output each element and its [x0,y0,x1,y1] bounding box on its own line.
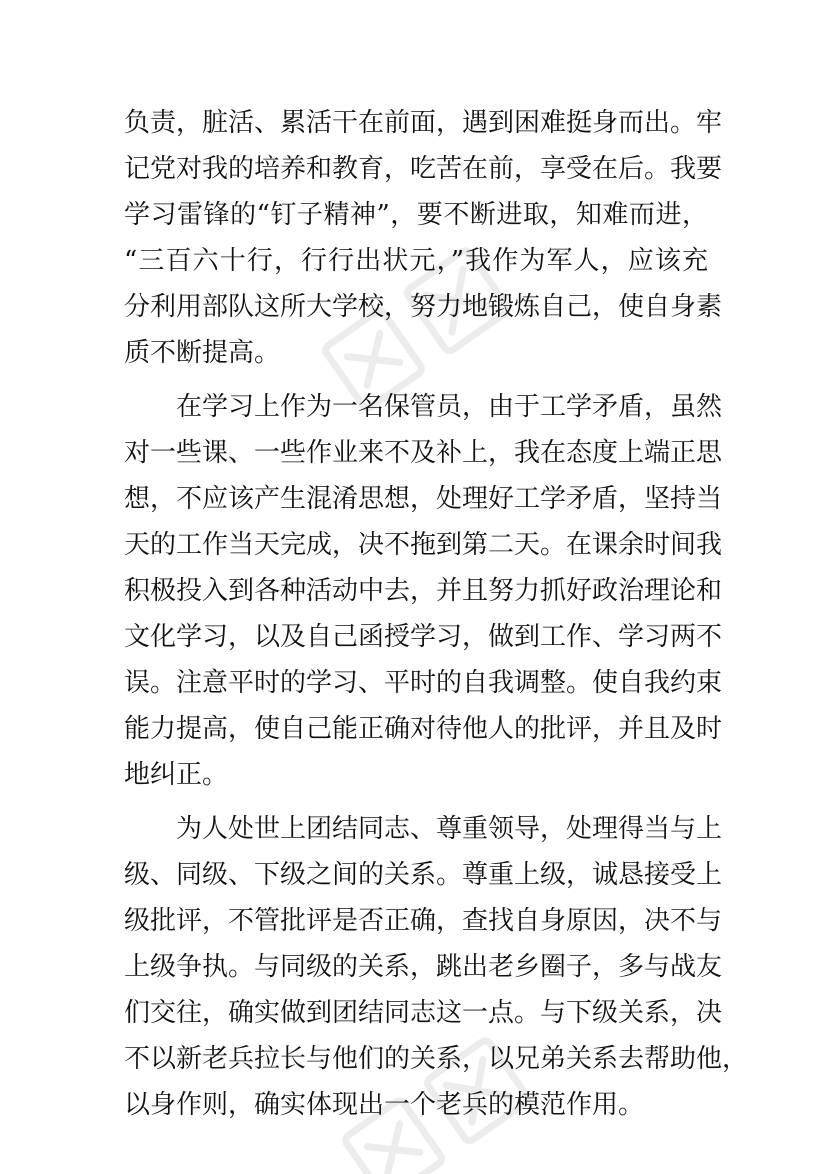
text-line: “三百六十行，行行出状元，”我作为军人，应该充 [124,246,708,276]
text-line: 误。注意平时的学习、平时的自我调整。使自我约束 [124,668,723,698]
text-line: 们交往，确实做到团结同志这一点。与下级关系，决 [124,998,723,1028]
text-line: 天的工作当天完成，决不拖到第二天。在课余时间我 [124,530,723,560]
text-line: 积极投入到各种活动中去，并且努力抓好政治理论和 [124,576,723,606]
paragraph-2 [124,384,723,798]
document-body [124,100,749,1128]
text-line: 为人处世上团结同志、尊重领导，处理得当与上 [124,814,723,844]
text-line: 分利用部队这所大学校，努力地锻炼自己，使自身素 [124,292,723,322]
text-line: 文化学习，以及自己函授学习，做到工作、学习两不 [124,622,723,652]
text-line: 以身作则，确实体现出一个老兵的模范作用。 [124,1090,645,1120]
text-line: 不以新老兵拉长与他们的关系，以兄弟关系去帮助他， [124,1044,749,1074]
text-line: 学习雷锋的“钉子精神”，要不断进取，知难而进， [124,200,708,230]
text-line: 地纠正。 [124,760,229,790]
text-line: 级批评，不管批评是否正确，查找自身原因，决不与 [124,906,723,936]
text-line: 记党对我的培养和教育，吃苦在前，享受在后。我要 [124,154,723,184]
text-line: 质不断提高。 [124,338,281,368]
text-line: 想，不应该产生混淆思想，处理好工学矛盾，坚持当 [124,484,723,514]
paragraph-3 [124,806,749,1128]
text-line: 级、同级、下级之间的关系。尊重上级，诚恳接受上 [124,860,723,890]
text-line: 负责，脏活、累活干在前面，遇到困难挺身而出。牢 [124,108,723,138]
text-line: 能力提高，使自己能正确对待他人的批评，并且及时 [124,714,723,744]
paragraph-spacer [124,798,708,806]
text-line: 上级争执。与同级的关系，跳出老乡圈子，多与战友 [124,952,723,982]
paragraph-spacer [124,376,708,384]
text-line: 对一些课、一些作业来不及补上，我在态度上端正思 [124,438,723,468]
text-line: 在学习上作为一名保管员，由于工学矛盾，虽然 [124,392,723,422]
paragraph-1 [124,100,723,376]
